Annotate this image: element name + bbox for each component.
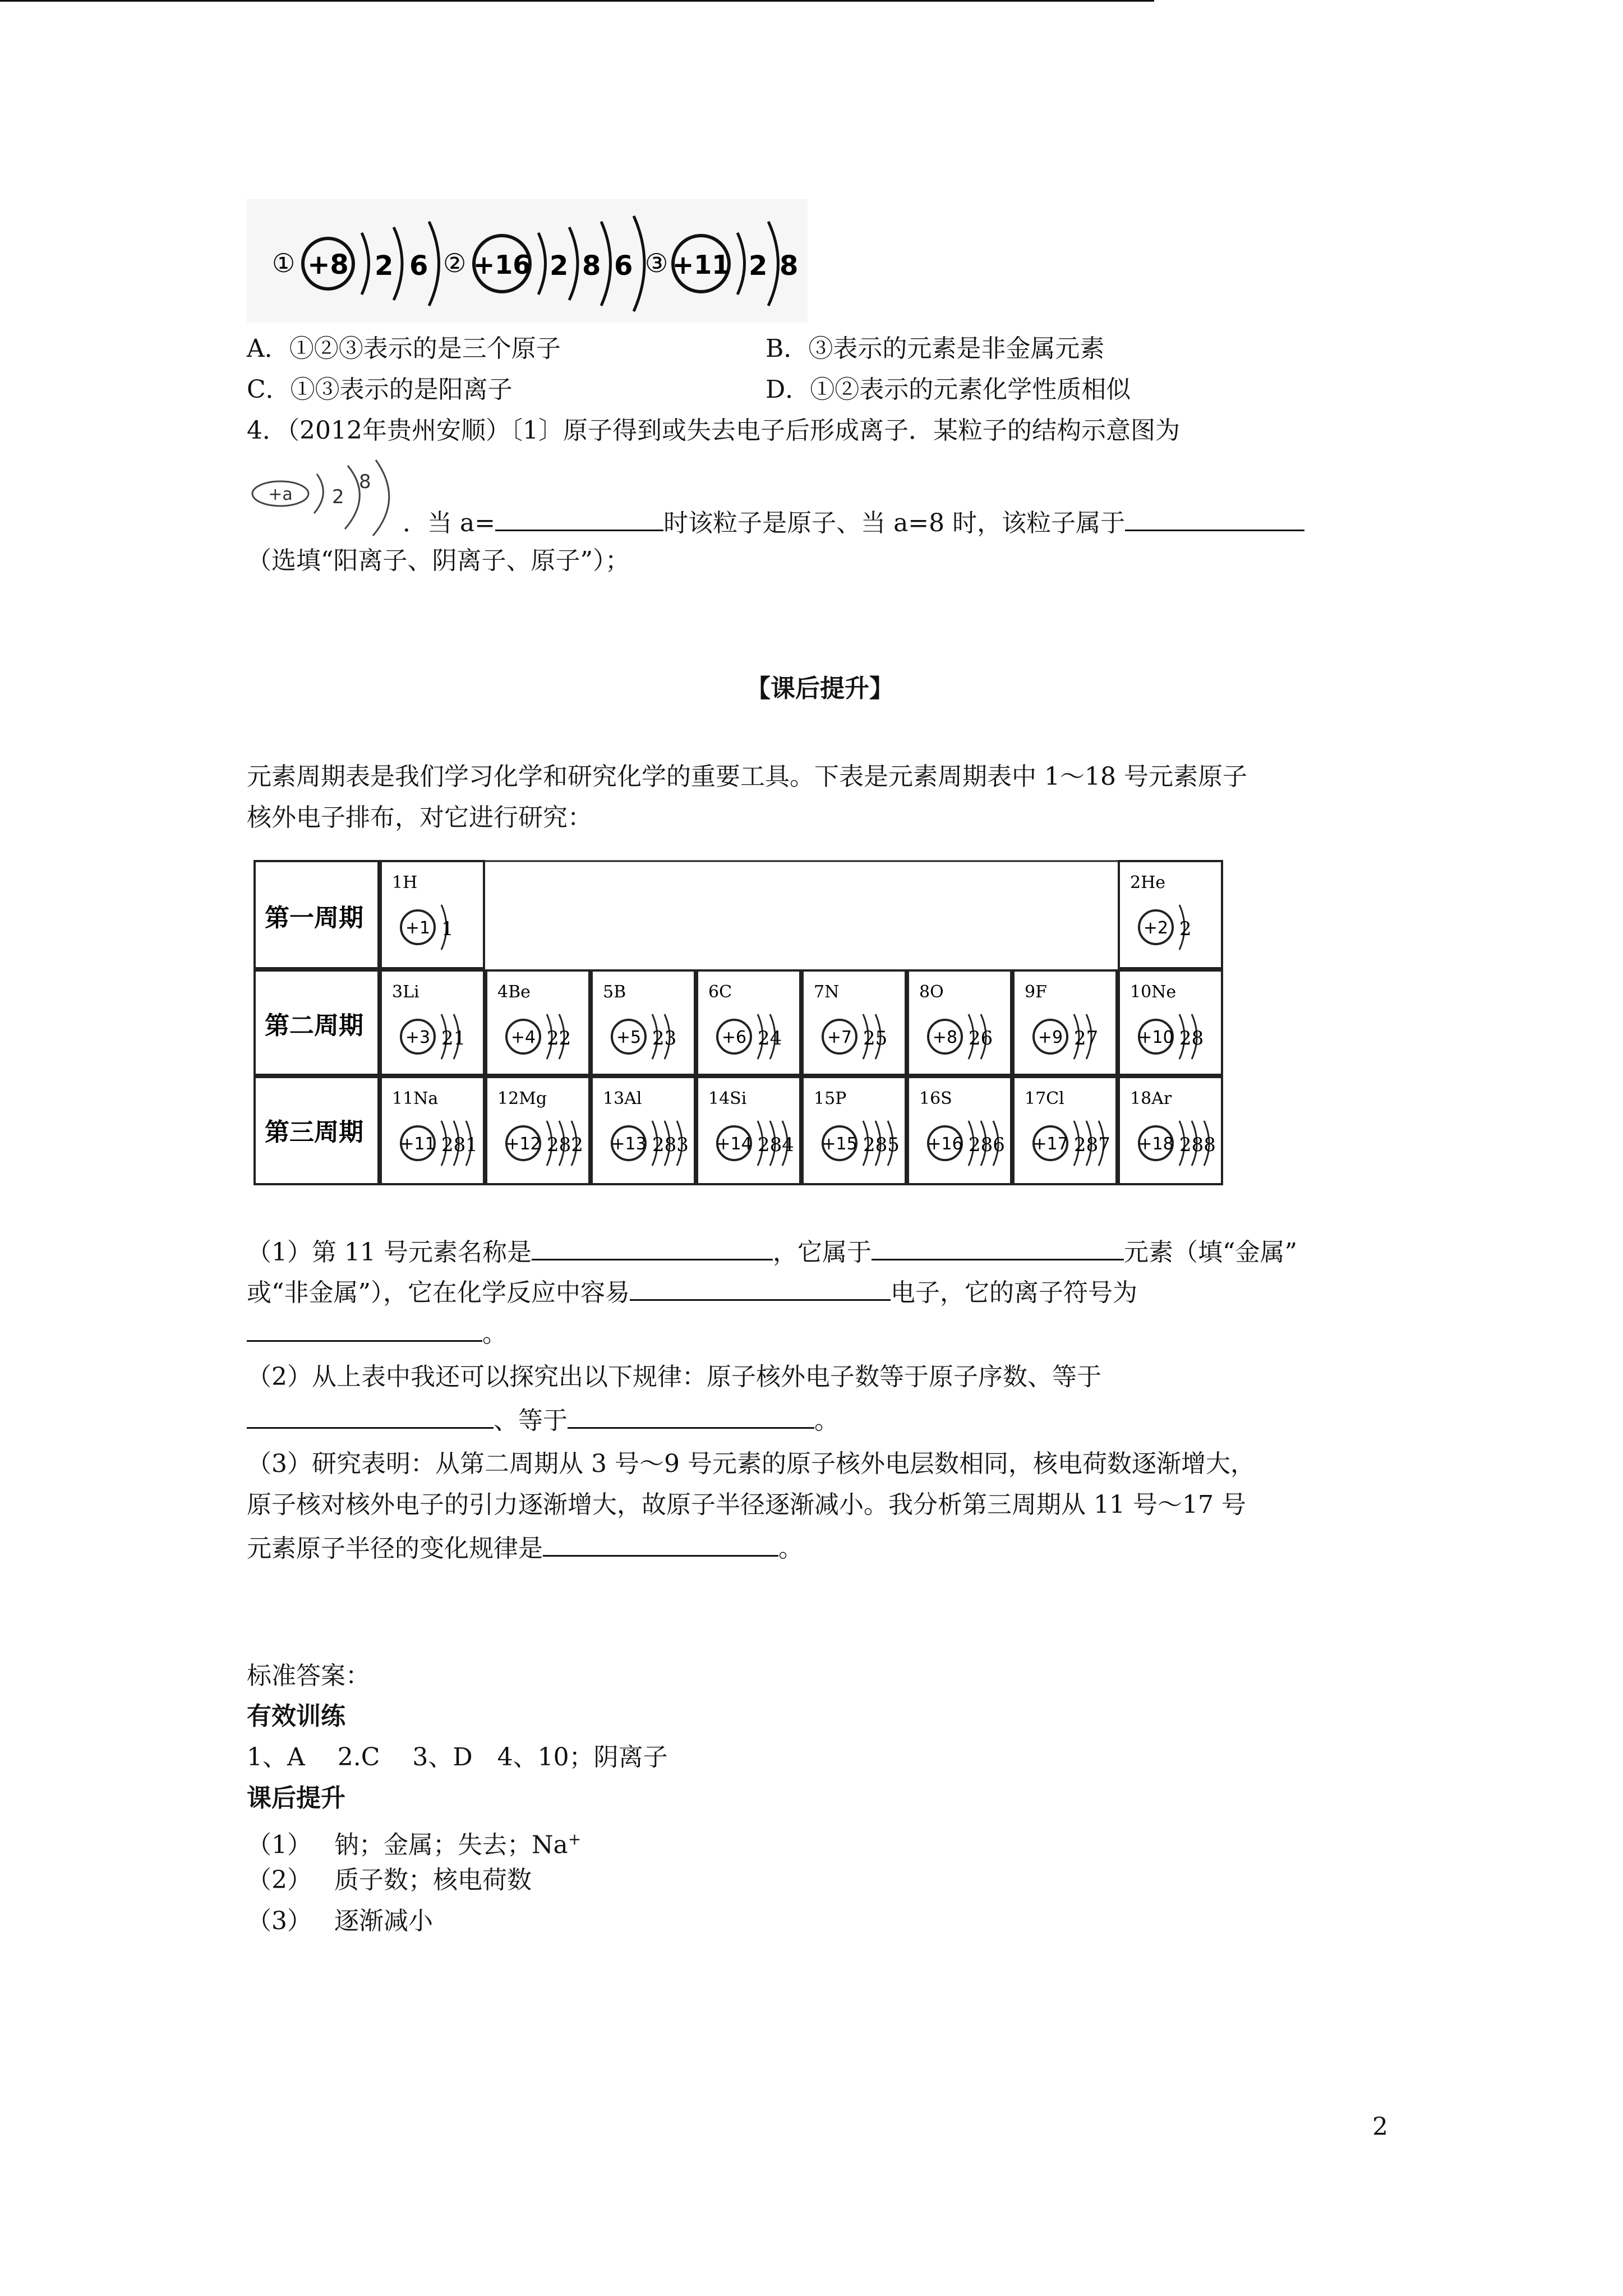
element-shells: 26 — [969, 1027, 993, 1050]
element-nucleus: +8 — [932, 1028, 958, 1047]
answers-section-2: 课后提升 — [247, 1784, 345, 1812]
q4-blank-type[interactable] — [1125, 504, 1304, 531]
element-nucleus: +16 — [927, 1134, 963, 1154]
q4-line3: （选填“阳离子、阴离子、原子”）； — [247, 546, 630, 575]
periodic-table — [253, 860, 1236, 1191]
element-nucleus: +3 — [405, 1028, 431, 1047]
element-cell-5B — [592, 970, 695, 1075]
q2-blank-2[interactable] — [568, 1401, 814, 1429]
diagram-3-shell-1: 2 — [749, 250, 768, 282]
element-symbol: 14Si — [708, 1089, 747, 1108]
element-shells: 28 — [1179, 1027, 1204, 1050]
element-symbol: 11Na — [392, 1089, 439, 1108]
element-shells: 284 — [758, 1134, 794, 1156]
element-nucleus: +9 — [1038, 1028, 1063, 1047]
diagram-2-shell-1: 2 — [550, 250, 569, 282]
q2-blank-1[interactable] — [247, 1401, 494, 1429]
option-a: A．①②③表示的是三个原子 — [247, 334, 561, 363]
element-shells: 1 — [441, 918, 454, 940]
diagram-1-nucleus: +8 — [307, 249, 349, 280]
q2-line2 — [247, 1401, 839, 1438]
q2-text-sep: 、等于 — [494, 1406, 568, 1435]
answer-1-sup: + — [568, 1830, 582, 1848]
element-shells: 287 — [1074, 1134, 1110, 1156]
element-cell-1H — [381, 861, 484, 968]
element-symbol: 13Al — [603, 1089, 642, 1108]
element-shells: 2 — [1179, 918, 1192, 940]
intro-line1: 元素周期表是我们学习化学和研究化学的重要工具。下表是元素周期表中 1～18 号元素原子 — [247, 762, 1247, 791]
section-title: 【课后提升】 — [746, 674, 894, 703]
element-shells: 282 — [547, 1134, 583, 1156]
answers-title: 标准答案： — [247, 1662, 370, 1690]
q1-line1 — [247, 1233, 1297, 1269]
element-symbol: 9F — [1025, 982, 1047, 1002]
element-symbol: 1H — [392, 873, 418, 892]
q4-line1: 4．（2012年贵州安顺）〔1〕原子得到或失去电子后形成离子．某粒子的结构示意图为 — [247, 416, 1180, 445]
option-c: C．①③表示的是阳离子 — [247, 375, 513, 404]
element-nucleus: +4 — [510, 1028, 536, 1047]
element-cell-14Si — [697, 1077, 800, 1184]
q4-part1: ．当 a= — [403, 509, 496, 537]
q1-blank-ion[interactable] — [247, 1314, 482, 1342]
element-cell-4Be — [486, 970, 589, 1075]
element-cell-16S — [908, 1077, 1011, 1184]
diagram-3-shell-2: 8 — [780, 250, 799, 282]
element-nucleus: +6 — [721, 1028, 747, 1047]
element-symbol: 2He — [1130, 873, 1166, 892]
element-symbol: 5B — [603, 982, 626, 1002]
element-cell-7N — [803, 970, 906, 1075]
answer-2-num: （2） — [247, 1866, 312, 1894]
element-shells: 23 — [652, 1027, 677, 1050]
element-nucleus: +15 — [822, 1134, 857, 1154]
diagram-2-shell-2: 8 — [582, 250, 601, 282]
answer-2 — [247, 1864, 532, 1897]
q3-blank[interactable] — [543, 1529, 778, 1557]
answers-section-1: 有效训练 — [247, 1702, 345, 1731]
atom-structure-diagrams — [247, 199, 808, 323]
element-shells: 288 — [1179, 1134, 1216, 1156]
q2-line1: （2）从上表中我还可以探究出以下规律：原子核外电子数等于原子序数、等于 — [247, 1363, 1101, 1391]
element-symbol: 15P — [814, 1089, 847, 1108]
period-1-label: 第一周期 — [265, 904, 363, 932]
q1-text-d: 或“非金属”），它在化学反应中容易 — [247, 1278, 630, 1307]
element-shells: 24 — [758, 1027, 782, 1050]
particle-shell-1: 2 — [332, 486, 344, 508]
element-shells: 27 — [1074, 1027, 1099, 1050]
element-cell-17Cl — [1013, 1077, 1117, 1184]
q3-line1: （3）研究表明：从第二周期从 3 号～9 号元素的原子核外电层数相同，核电荷数逐渐增大， — [247, 1450, 1255, 1478]
q1-blank-electron[interactable] — [630, 1273, 891, 1301]
diagram-2-shell-3: 6 — [614, 250, 633, 282]
element-symbol: 10Ne — [1130, 982, 1177, 1002]
element-symbol: 3Li — [392, 982, 419, 1002]
element-nucleus: +1 — [405, 918, 431, 938]
element-shells: 22 — [547, 1027, 571, 1050]
header-rule — [0, 0, 1154, 2]
diagram-1-label: ① — [272, 248, 296, 278]
element-cell-8O — [908, 970, 1011, 1075]
q3-line3 — [247, 1529, 803, 1566]
q3-text: 元素原子半径的变化规律是 — [247, 1534, 543, 1563]
answer-3-num: （3） — [247, 1907, 312, 1935]
element-cell-3Li — [381, 970, 484, 1075]
q2-text-end: 。 — [814, 1406, 839, 1435]
q1-line3 — [247, 1314, 507, 1351]
page-number: 2 — [1372, 2113, 1388, 2141]
diagram-1-shell-1: 2 — [375, 250, 394, 282]
element-shells: 285 — [863, 1134, 900, 1156]
element-symbol: 8O — [919, 982, 944, 1002]
particle-shell-2: 8 — [359, 471, 371, 493]
option-d: D．①②表示的元素化学性质相似 — [766, 375, 1131, 404]
diagram-2-nucleus: +16 — [473, 250, 531, 280]
q4-part2: 时该粒子是原子、当 a=8 时，该粒子属于 — [663, 509, 1126, 537]
element-symbol: 16S — [919, 1089, 952, 1108]
element-nucleus: +12 — [505, 1134, 541, 1154]
element-symbol: 17Cl — [1025, 1089, 1064, 1108]
particle-nucleus: +a — [268, 485, 293, 504]
element-cell-18Ar — [1119, 1077, 1222, 1184]
element-shells: 286 — [969, 1134, 1005, 1156]
element-nucleus: +17 — [1032, 1134, 1068, 1154]
element-nucleus: +13 — [611, 1134, 647, 1154]
q1-line2 — [247, 1273, 1137, 1310]
element-nucleus: +18 — [1138, 1134, 1174, 1154]
element-cell-2He — [1119, 861, 1222, 968]
q4-blank-a[interactable] — [495, 504, 663, 531]
q4-line2 — [403, 504, 1304, 540]
element-nucleus: +2 — [1143, 918, 1169, 938]
q1-text-b: ，它属于 — [772, 1238, 872, 1267]
answer-1-text: 钠；金属；失去；Na — [334, 1830, 568, 1860]
option-b: B．③表示的元素是非金属元素 — [766, 334, 1105, 363]
q1-text-a: （1）第 11 号元素名称是 — [247, 1238, 532, 1267]
answer-1-num: （1） — [247, 1830, 312, 1860]
answers-line-1: 1、A 2.C 3、D 4、10；阴离子 — [247, 1743, 668, 1772]
element-shells: 283 — [652, 1134, 689, 1156]
q1-blank-category[interactable] — [872, 1233, 1124, 1260]
element-cell-10Ne — [1119, 970, 1222, 1075]
element-cell-9F — [1013, 970, 1117, 1075]
answer-3-text: 逐渐减小 — [334, 1907, 433, 1935]
diagram-1-shell-2: 6 — [409, 250, 428, 282]
element-nucleus: +7 — [827, 1028, 852, 1047]
q3-line2: 原子核对核外电子的引力逐渐增大，故原子半径逐渐减小。我分析第三周期从 11 号～17 号 — [247, 1490, 1246, 1519]
element-symbol: 4Be — [497, 982, 531, 1002]
answer-2-text: 质子数；核电荷数 — [334, 1866, 532, 1894]
element-nucleus: +14 — [716, 1134, 752, 1154]
element-cell-6C — [697, 970, 800, 1075]
answer-1 — [247, 1823, 581, 1862]
diagram-3-label: ③ — [645, 248, 668, 278]
diagram-3-nucleus: +11 — [672, 250, 730, 280]
element-cell-12Mg — [486, 1077, 589, 1184]
element-symbol: 12Mg — [497, 1089, 547, 1108]
period-2-label: 第二周期 — [265, 1011, 363, 1040]
element-symbol: 6C — [708, 982, 732, 1002]
q1-blank-name[interactable] — [532, 1233, 773, 1260]
element-cell-13Al — [592, 1077, 695, 1184]
particle-structure-diagram — [247, 457, 415, 541]
q1-text-end: 。 — [482, 1319, 507, 1348]
intro-line2: 核外电子排布，对它进行研究： — [247, 803, 592, 832]
element-shells: 281 — [441, 1134, 478, 1156]
element-nucleus: +10 — [1138, 1028, 1174, 1047]
q1-text-c: 元素（填“金属” — [1123, 1238, 1297, 1267]
diagram-2-label: ② — [443, 248, 467, 278]
element-shells: 25 — [863, 1027, 888, 1050]
answer-3 — [247, 1904, 433, 1938]
element-shells: 21 — [441, 1027, 466, 1050]
element-nucleus: +5 — [616, 1028, 642, 1047]
q3-text-end: 。 — [778, 1534, 803, 1563]
element-symbol: 18Ar — [1130, 1089, 1172, 1108]
element-symbol: 7N — [814, 982, 840, 1002]
element-cell-15P — [803, 1077, 906, 1184]
q1-text-e: 电子，它的离子符号为 — [891, 1278, 1137, 1307]
element-cell-11Na — [381, 1077, 484, 1184]
period-3-label: 第三周期 — [265, 1118, 363, 1147]
element-nucleus: +11 — [400, 1134, 436, 1154]
